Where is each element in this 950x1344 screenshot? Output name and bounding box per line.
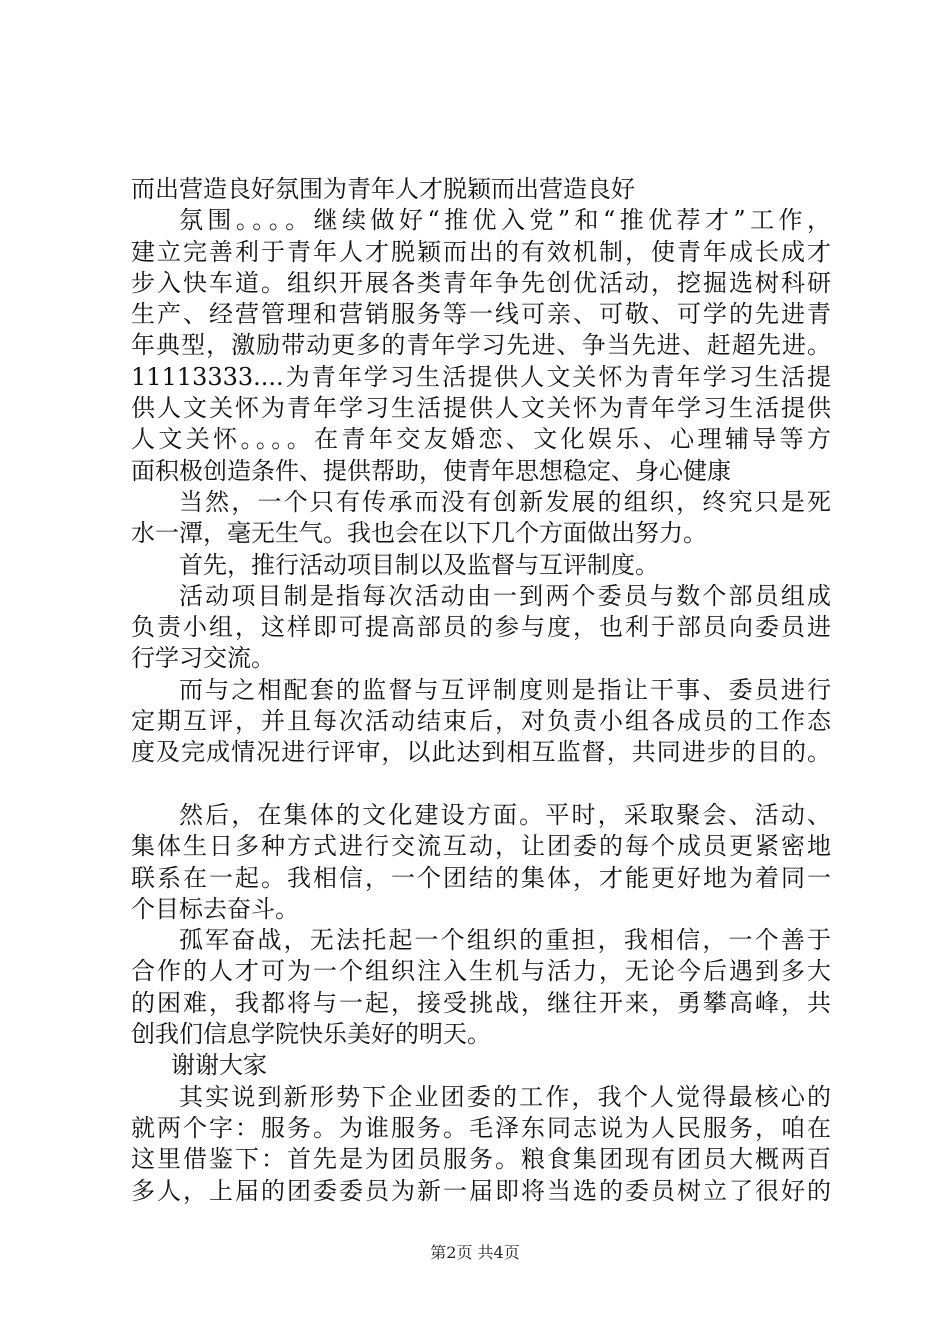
text-line: 氛围。。。。继续做好“推优入党”和“推优荐才”工作， xyxy=(179,206,831,235)
text-line: 然后，在集体的文化建设方面。平时，采取聚会、活动、 xyxy=(179,800,831,829)
text-line: 建立完善利于青年人才脱颖而出的有效机制，使青年成长成才 xyxy=(131,237,831,266)
text-line: 创我们信息学院快乐美好的明天。 xyxy=(131,1020,491,1049)
text-line: 孤军奋战，无法托起一个组织的重担，我相信，一个善于 xyxy=(179,926,831,955)
text-line: 个目标去奋斗。 xyxy=(131,894,299,923)
text-line: 度及完成情况进行评审，以此达到相互监督，共同进步的目的。 xyxy=(131,738,831,767)
text-line: 的困难，我都将与一起，接受挑战，继往开来，勇攀高峰，共 xyxy=(131,988,831,1017)
text-line: 水一潭，毫无生气。我也会在以下几个方面做出努力。 xyxy=(131,519,707,548)
text-line: 当然，一个只有传承而没有创新发展的组织，终究只是死 xyxy=(179,487,831,516)
text-line: 11113333....为青年学习生活提供人文关怀为青年学习生活提 xyxy=(131,362,831,391)
text-line: 供人文关怀为青年学习生活提供人文关怀为青年学习生活提供 xyxy=(131,394,831,423)
text-line: 定期互评，并且每次活动结束后，对负责小组各成员的工作态 xyxy=(131,707,831,736)
text-line: 首先，推行活动项目制以及监督与互评制度。 xyxy=(179,550,659,579)
text-line: 面积极创造条件、提供帮助，使青年思想稳定、身心健康 xyxy=(131,456,731,485)
document-body xyxy=(131,174,831,1207)
text-line: 而与之相配套的监督与互评制度则是指让干事、委员进行 xyxy=(179,675,831,704)
text-line: 联系在一起。我相信，一个团结的集体，才能更好地为着同一 xyxy=(131,863,831,892)
blank-line xyxy=(131,769,831,800)
text-line: 年典型，激励带动更多的青年学习先进、争当先进、赶超先进。 xyxy=(131,331,831,360)
text-line: 多人，上届的团委委员为新一届即将当选的委员树立了很好的 xyxy=(131,1176,831,1205)
text-line: 合作的人才可为一个组织注入生机与活力，无论今后遇到多大 xyxy=(131,957,831,986)
text-line: 而出营造良好氛围为青年人才脱颖而出营造良好 xyxy=(131,175,635,203)
text-line: 活动项目制是指每次活动由一到两个委员与数个部员组成 xyxy=(179,581,831,610)
text-line: 负责小组，这样即可提高部员的参与度，也利于部员向委员进 xyxy=(131,613,831,642)
text-line: 这里借鉴下：首先是为团员服务。粮食集团现有团员大概两百 xyxy=(131,1145,831,1174)
text-line: 步入快车道。组织开展各类青年争先创优活动，挖掘选树科研 xyxy=(131,268,831,297)
text-line: 谢谢大家 xyxy=(171,1051,267,1080)
text-line: 行学习交流。 xyxy=(131,644,275,673)
text-line: 就两个字：服务。为谁服务。毛泽东同志说为人民服务，咱在 xyxy=(131,1113,831,1142)
text-line: 人文关怀。。。。在青年交友婚恋、文化娱乐、心理辅导等方 xyxy=(131,425,831,454)
page-number-footer: 第2页 共4页 xyxy=(430,1243,520,1262)
text-line: 生产、经营管理和营销服务等一线可亲、可敬、可学的先进青 xyxy=(131,300,831,329)
text-line: 其实说到新形势下企业团委的工作，我个人觉得最核心的 xyxy=(179,1082,831,1111)
text-line: 集体生日多种方式进行交流互动，让团委的每个成员更紧密地 xyxy=(131,832,831,861)
